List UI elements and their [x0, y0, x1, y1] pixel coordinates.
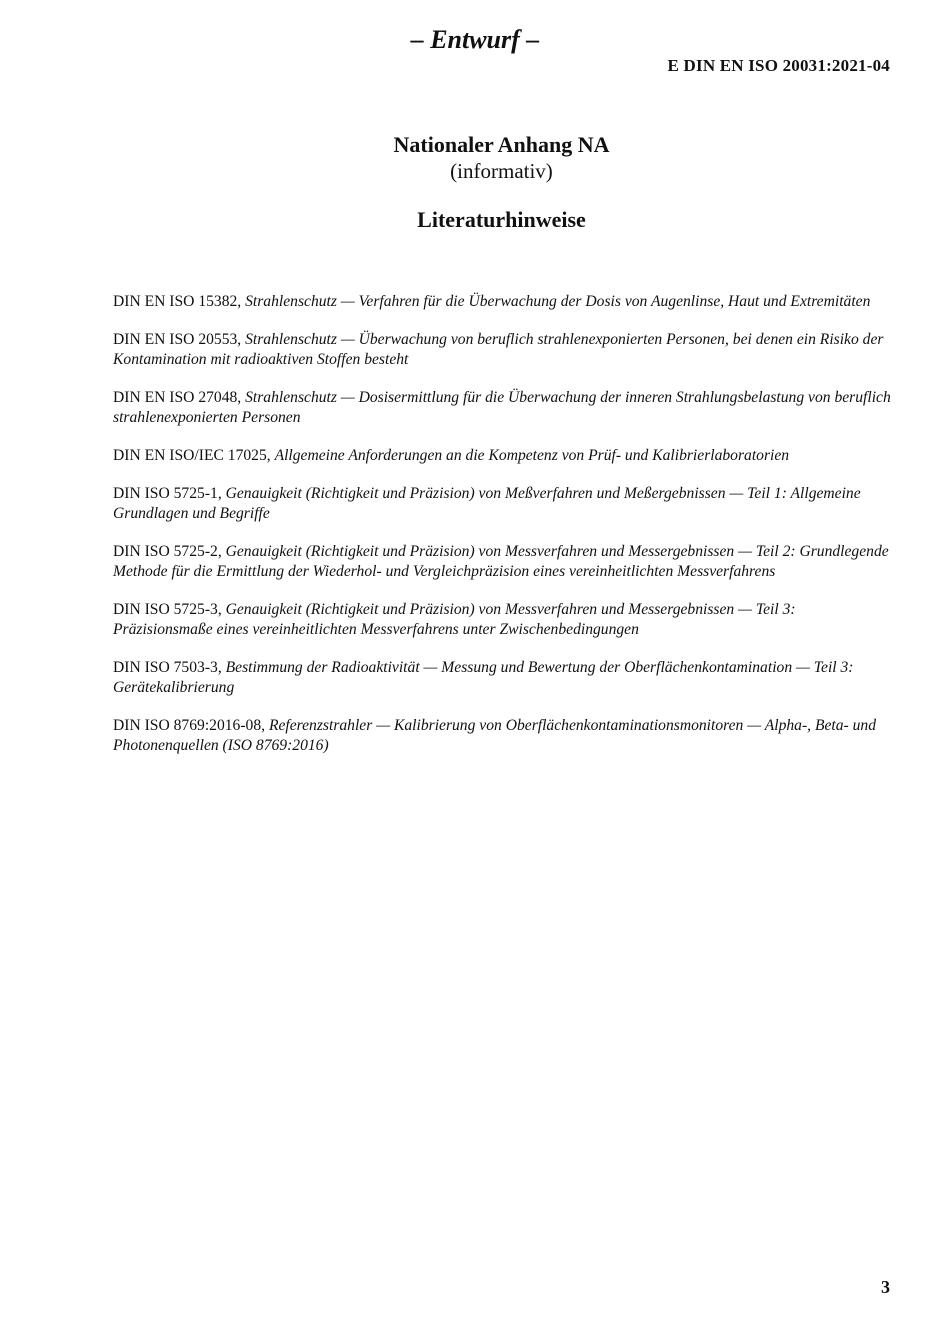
reference-title: Strahlenschutz — Dosisermittlung für die Überwachung der inneren Strahlungsbelastung von beruflich strahlenexponierten Personen: [113, 389, 891, 426]
reference-code: DIN ISO 8769:2016-08,: [113, 717, 269, 734]
reference-code: DIN ISO 7503-3,: [113, 659, 226, 676]
section-title: Literaturhinweise: [417, 207, 586, 232]
reference-title: Strahlenschutz — Überwachung von beruflich strahlenexponierten Personen, bei denen ein Risiko der Kontamination mit radioaktiven Stoffen besteht: [113, 331, 884, 368]
reference-title: Genauigkeit (Richtigkeit und Präzision) von Messverfahren und Messergebnissen — Teil 3: Präzisionsmaße eines vereinheitlichten Messverfahrens unter Zwischenbedingungen: [113, 601, 796, 638]
annex-title: Nationaler Anhang NA: [393, 132, 610, 157]
reference-item: [113, 716, 893, 756]
reference-item: [113, 600, 893, 640]
reference-list: [113, 292, 893, 774]
document-identifier: E DIN EN ISO 20031:2021-04: [667, 56, 890, 75]
reference-item: [113, 292, 893, 312]
reference-code: DIN ISO 5725-3,: [113, 601, 226, 618]
reference-item: [113, 542, 893, 582]
reference-title: Strahlenschutz — Verfahren für die Überwachung der Dosis von Augenlinse, Haut und Extremitäten: [245, 293, 871, 310]
reference-code: DIN EN ISO/IEC 17025,: [113, 447, 275, 464]
reference-title: Genauigkeit (Richtigkeit und Präzision) von Messverfahren und Messergebnissen — Teil 2: Grundlegende Methode für die Ermittlung der Wiederhol- und Vergleichpräzision eines vereinheitlichten Messverfahrens: [113, 543, 889, 580]
reference-item: [113, 446, 893, 466]
reference-title: Allgemeine Anforderungen an die Kompetenz von Prüf- und Kalibrierlaboratorien: [274, 447, 790, 464]
reference-code: DIN ISO 5725-1,: [113, 485, 226, 502]
reference-title: Bestimmung der Radioaktivität — Messung und Bewertung der Oberflächenkontamination — Teil 3: Gerätekalibrierung: [113, 659, 854, 696]
annex-subtitle: (informativ): [450, 159, 553, 183]
draft-watermark-title: – Entwurf –: [410, 25, 540, 54]
reference-code: DIN ISO 5725-2,: [113, 543, 226, 560]
reference-code: DIN EN ISO 15382,: [113, 293, 246, 310]
reference-code: DIN EN ISO 20553,: [113, 331, 246, 348]
reference-item: [113, 388, 893, 428]
reference-item: [113, 484, 893, 524]
reference-title: Referenzstrahler — Kalibrierung von Oberflächenkontaminationsmonitoren — Alpha-, Beta- und Photonenquellen (ISO 8769:2016): [113, 717, 877, 754]
reference-code: DIN EN ISO 27048,: [113, 389, 246, 406]
reference-title: Genauigkeit (Richtigkeit und Präzision) von Meßverfahren und Meßergebnissen — Teil 1: Allgemeine Grundlagen und Begriffe: [113, 485, 861, 522]
reference-item: [113, 330, 893, 370]
page-number: 3: [881, 1277, 890, 1297]
reference-item: [113, 658, 893, 698]
